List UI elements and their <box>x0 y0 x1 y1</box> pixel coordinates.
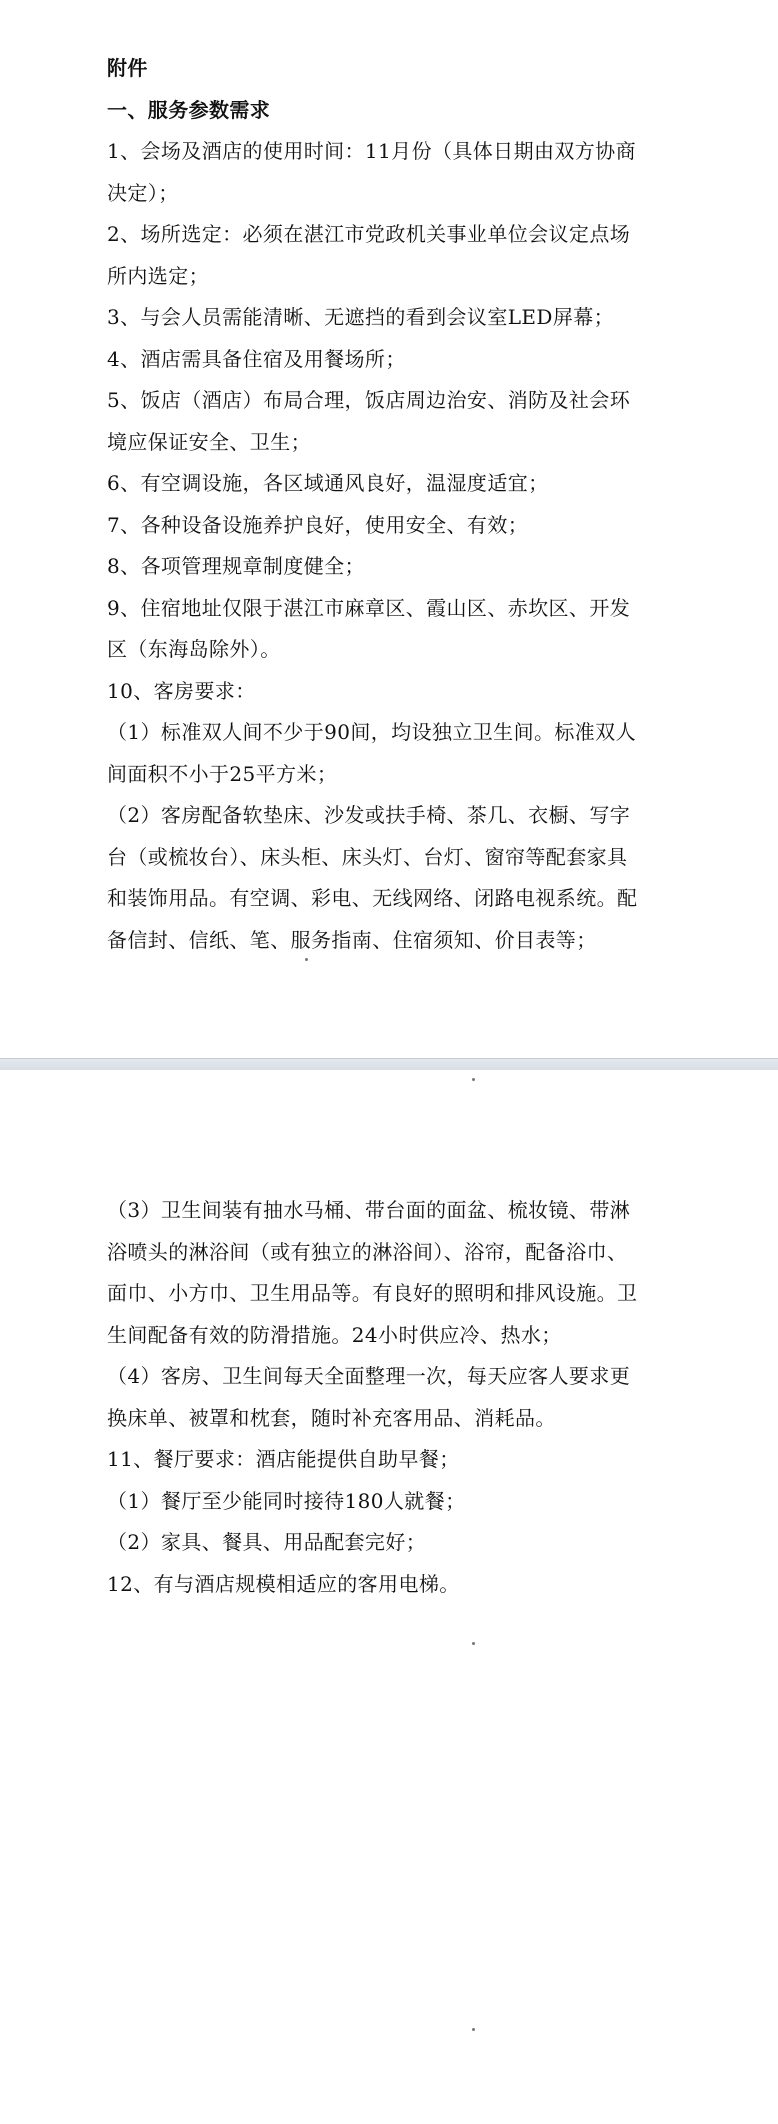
text-line: 境应保证安全、卫生； <box>107 429 311 454</box>
text-line: 2、场所选定：必须在湛江市党政机关事业单位会议定点场 <box>107 222 631 246</box>
text-line: 生间配备有效的防滑措施。24小时供应冷、热水； <box>107 1322 562 1347</box>
text-line: （1）标准双人间不少于90间，均设独立卫生间。标准双人 <box>107 720 636 744</box>
section-heading: 一、服务参数需求 <box>107 97 271 122</box>
text-line: 决定）； <box>107 180 179 205</box>
text-line: 区（东海岛除外）。 <box>107 637 281 661</box>
page-2-content <box>107 1190 677 1605</box>
text-line: 面巾、小方巾、卫生用品等。有良好的照明和排风设施。卫 <box>107 1281 638 1305</box>
text-line: （3）卫生间装有抽水马桶、带台面的面盆、梳妆镜、带淋 <box>107 1198 631 1222</box>
text-line: 台（或梳妆台）、床头柜、床头灯、台灯、窗帘等配套家具 <box>107 844 628 869</box>
text-line: 换床单、被罩和枕套，随时补充客用品、消耗品。 <box>107 1405 556 1430</box>
text-line: 10、客房要求： <box>107 678 256 703</box>
text-line: （1）餐厅至少能同时接待180人就餐； <box>107 1488 466 1513</box>
page-1-content <box>107 48 677 961</box>
text-line: （2）家具、餐具、用品配套完好； <box>107 1530 427 1554</box>
text-line: 4、酒店需具备住宿及用餐场所； <box>107 346 406 371</box>
text-line: （2）客房配备软垫床、沙发或扶手椅、茶几、衣橱、写字 <box>107 803 631 827</box>
attachment-label: 附件 <box>107 56 148 80</box>
text-line: 备信封、信纸、笔、服务指南、住宿须知、价目表等； <box>107 927 597 952</box>
scan-speck <box>472 2028 475 2031</box>
text-line: 3、与会人员需能清晰、无遮挡的看到会议室LED屏幕； <box>107 305 615 329</box>
text-line: 间面积不小于25平方米； <box>107 761 338 786</box>
text-line: 6、有空调设施，各区域通风良好，温湿度适宜； <box>107 471 549 495</box>
text-line: 9、住宿地址仅限于湛江市麻章区、霞山区、赤坎区、开发 <box>107 595 631 620</box>
document-page-1 <box>0 0 778 1058</box>
scan-speck <box>472 1642 475 1645</box>
text-line: 8、各项管理规章制度健全； <box>107 554 365 578</box>
scan-speck <box>472 1078 475 1081</box>
text-line: 7、各种设备设施养护良好，使用安全、有效； <box>107 512 529 537</box>
text-line: 1、会场及酒店的使用时间：11月份（具体日期由双方协商 <box>107 139 636 163</box>
text-line: 和装饰用品。有空调、彩电、无线网络、闭路电视系统。配 <box>107 886 638 910</box>
text-line: 浴喷头的淋浴间（或有独立的淋浴间）、浴帘，配备浴巾、 <box>107 1239 628 1264</box>
text-line: 11、餐厅要求：酒店能提供自助早餐； <box>107 1447 460 1471</box>
text-line: 所内选定； <box>107 263 209 288</box>
text-line: 5、饭店（酒店）布局合理，饭店周边治安、消防及社会环 <box>107 388 631 412</box>
text-line: 12、有与酒店规模相适应的客用电梯。 <box>107 1571 460 1596</box>
text-line: （4）客房、卫生间每天全面整理一次，每天应客人要求更 <box>107 1364 631 1388</box>
document-page-2 <box>0 1070 778 2124</box>
scan-speck <box>305 958 308 961</box>
